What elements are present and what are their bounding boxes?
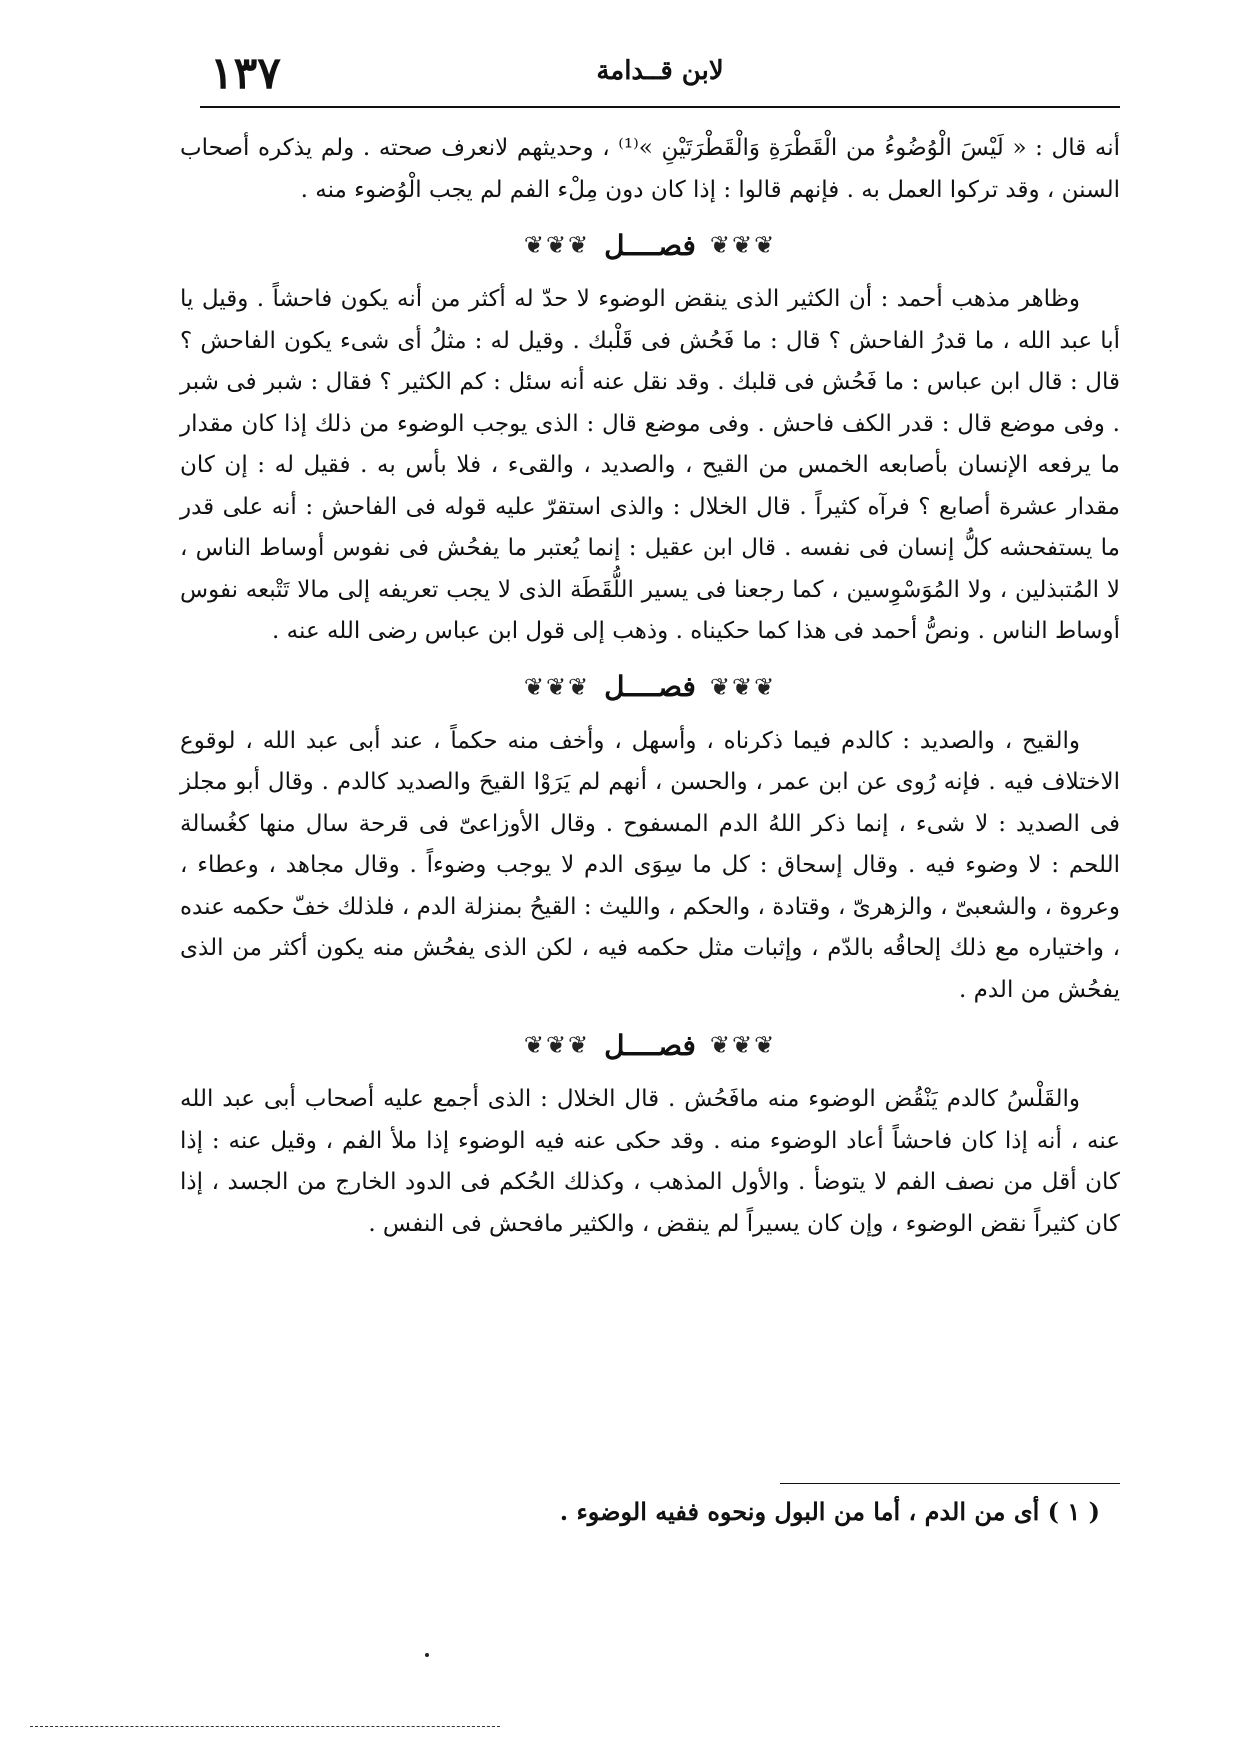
main-text: [180, 128, 1120, 1245]
ornament-icon: ❦❦❦: [523, 231, 591, 259]
continued-paragraph: أنه قال : « لَيْسَ الْوُضُوءُ من الْقَطْرَةِ وَالْقَطْرَتَيْنِ »⁽¹⁾ ، وحديثهم لانعرف صحته . ولم يذكره أصحاب السنن ، وقد تركوا العمل به . فإنهم قالوا : إذا كان دون مِلْء الفم لم يجب الْوُضوء منه .: [180, 135, 1120, 203]
bottom-edge-rule: [30, 1726, 500, 1727]
section-paragraph: وظاهر مذهب أحمد : أن الكثير الذى ينقض الوضوء لا حدّ له أكثر من أنه يكون فاحشاً . وقيل يا أبا عبد الله ، ما قدرُ الفاحش ؟ قال : ما فَحُش فى قَلْبك . وقيل له : مثلُ أى شىء يكون الفاحش ؟ قال : قال ابن عباس : ما فَحُش فى قلبك . وقد نقل عنه أنه سئل : كم الكثير ؟ فقال : شبر فى شبر . وفى موضع قال : قدر الكف فاحش . وفى موضع قال : الذى يوجب الوضوء من ذلك إذا كان مقدار ما يرفعه الإنسان بأصابعه الخمس من القيح ، والصديد ، والقىء ، فلا بأس به . فقيل له : إن كان مقدار عشرة أصابع ؟ فرآه كثيراً . قال الخلال : والذى استقرّ عليه قوله فى الفاحش : أنه على قدر ما يستفحشه كلُّ إنسان فى نفسه . قال ابن عقيل : إنما يُعتبر ما يفحُش فى نفوس أوساط الناس ، لا المُتبذلين ، ولا المُوَسْوِسين ، كما رجعنا فى يسير اللُّقَطَة الذى لا يجب تعريفه إلى مالا تَتْبعه نفوس أوساط الناس . ونصُّ أحمد فى هذا كما حكيناه . وذهب إلى قول ابن عباس رضى الله عنه .: [180, 286, 1120, 644]
running-head: [200, 48, 1120, 108]
footnote-rule: [780, 1483, 1120, 1484]
header-rule: [200, 106, 1120, 108]
footnote: ( ١ ) أى من الدم ، أما من البول ونحوه ففيه الوضوء .: [559, 1497, 1100, 1526]
ornament-icon: ❦❦❦: [709, 672, 777, 701]
page-number: ١٣٧: [210, 48, 281, 99]
section-heading-word: فصــــل: [604, 670, 696, 703]
ornament-icon: ❦❦❦: [709, 1031, 777, 1059]
section-paragraph: والقَلْسُ كالدم يَنْقُض الوضوء منه مافَحُش . قال الخلال : الذى أجمع عليه أصحاب أبى عبد الله عنه ، أنه إذا كان فاحشاً أعاد الوضوء منه . وقد حكى عنه فيه الوضوء إذا ملأ الفم ، وقيل عنه : إذا كان أقل من نصف الفم لا يتوضأ . والأول المذهب ، وكذلك الحُكم فى الدود الخارج من الجسد ، إذا كان كثيراً نقض الوضوء ، وإن كان يسيراً لم ينقض ، والكثير مافحش فى النفس .: [180, 1086, 1120, 1237]
section-heading: [180, 211, 1120, 279]
section-heading-word: فصــــل: [604, 1028, 696, 1062]
section-paragraph: والقيح ، والصديد : كالدم فيما ذكرناه ، وأسهل ، وأخف منه حكماً ، عند أبى عبد الله ، لوقوع الاختلاف فيه . فإنه رُوى عن ابن عمر ، والحسن ، أنهم لم يَرَوْا القيحَ والصديد كالدم . وقال أبو مجلز فى الصديد : لا شىء ، إنما ذكر اللهُ الدم المسفوح . وقال الأوزاعىّ فى قرحة سال منها كغُسالة اللحم : لا وضوء فيه . وقال إسحاق : كل ما سِوَى الدم لا يوجب وضوءاً . وقال مجاهد ، وعطاء ، وعروة ، والشعبىّ ، والزهرىّ ، وقتادة ، والحكم ، والليث : القيحُ بمنزلة الدم ، فلذلك خفّ حكمه عنده ، واختياره مع ذلك إلحاقُه بالدّم ، وإثبات مثل حكمه فيه ، لكن الذى يفحُش منه يكون أكثر من الذى يفحُش من الدم .: [180, 727, 1120, 1003]
running-title: لابن قــدامة: [596, 56, 724, 86]
section-heading: [180, 1011, 1120, 1079]
ornament-icon: ❦❦❦: [709, 231, 777, 259]
section-heading: [180, 653, 1120, 721]
ornament-icon: ❦❦❦: [523, 1031, 591, 1059]
print-speck: [425, 1653, 429, 1657]
ornament-icon: ❦❦❦: [523, 672, 591, 701]
section-heading-word: فصــــل: [604, 228, 696, 262]
